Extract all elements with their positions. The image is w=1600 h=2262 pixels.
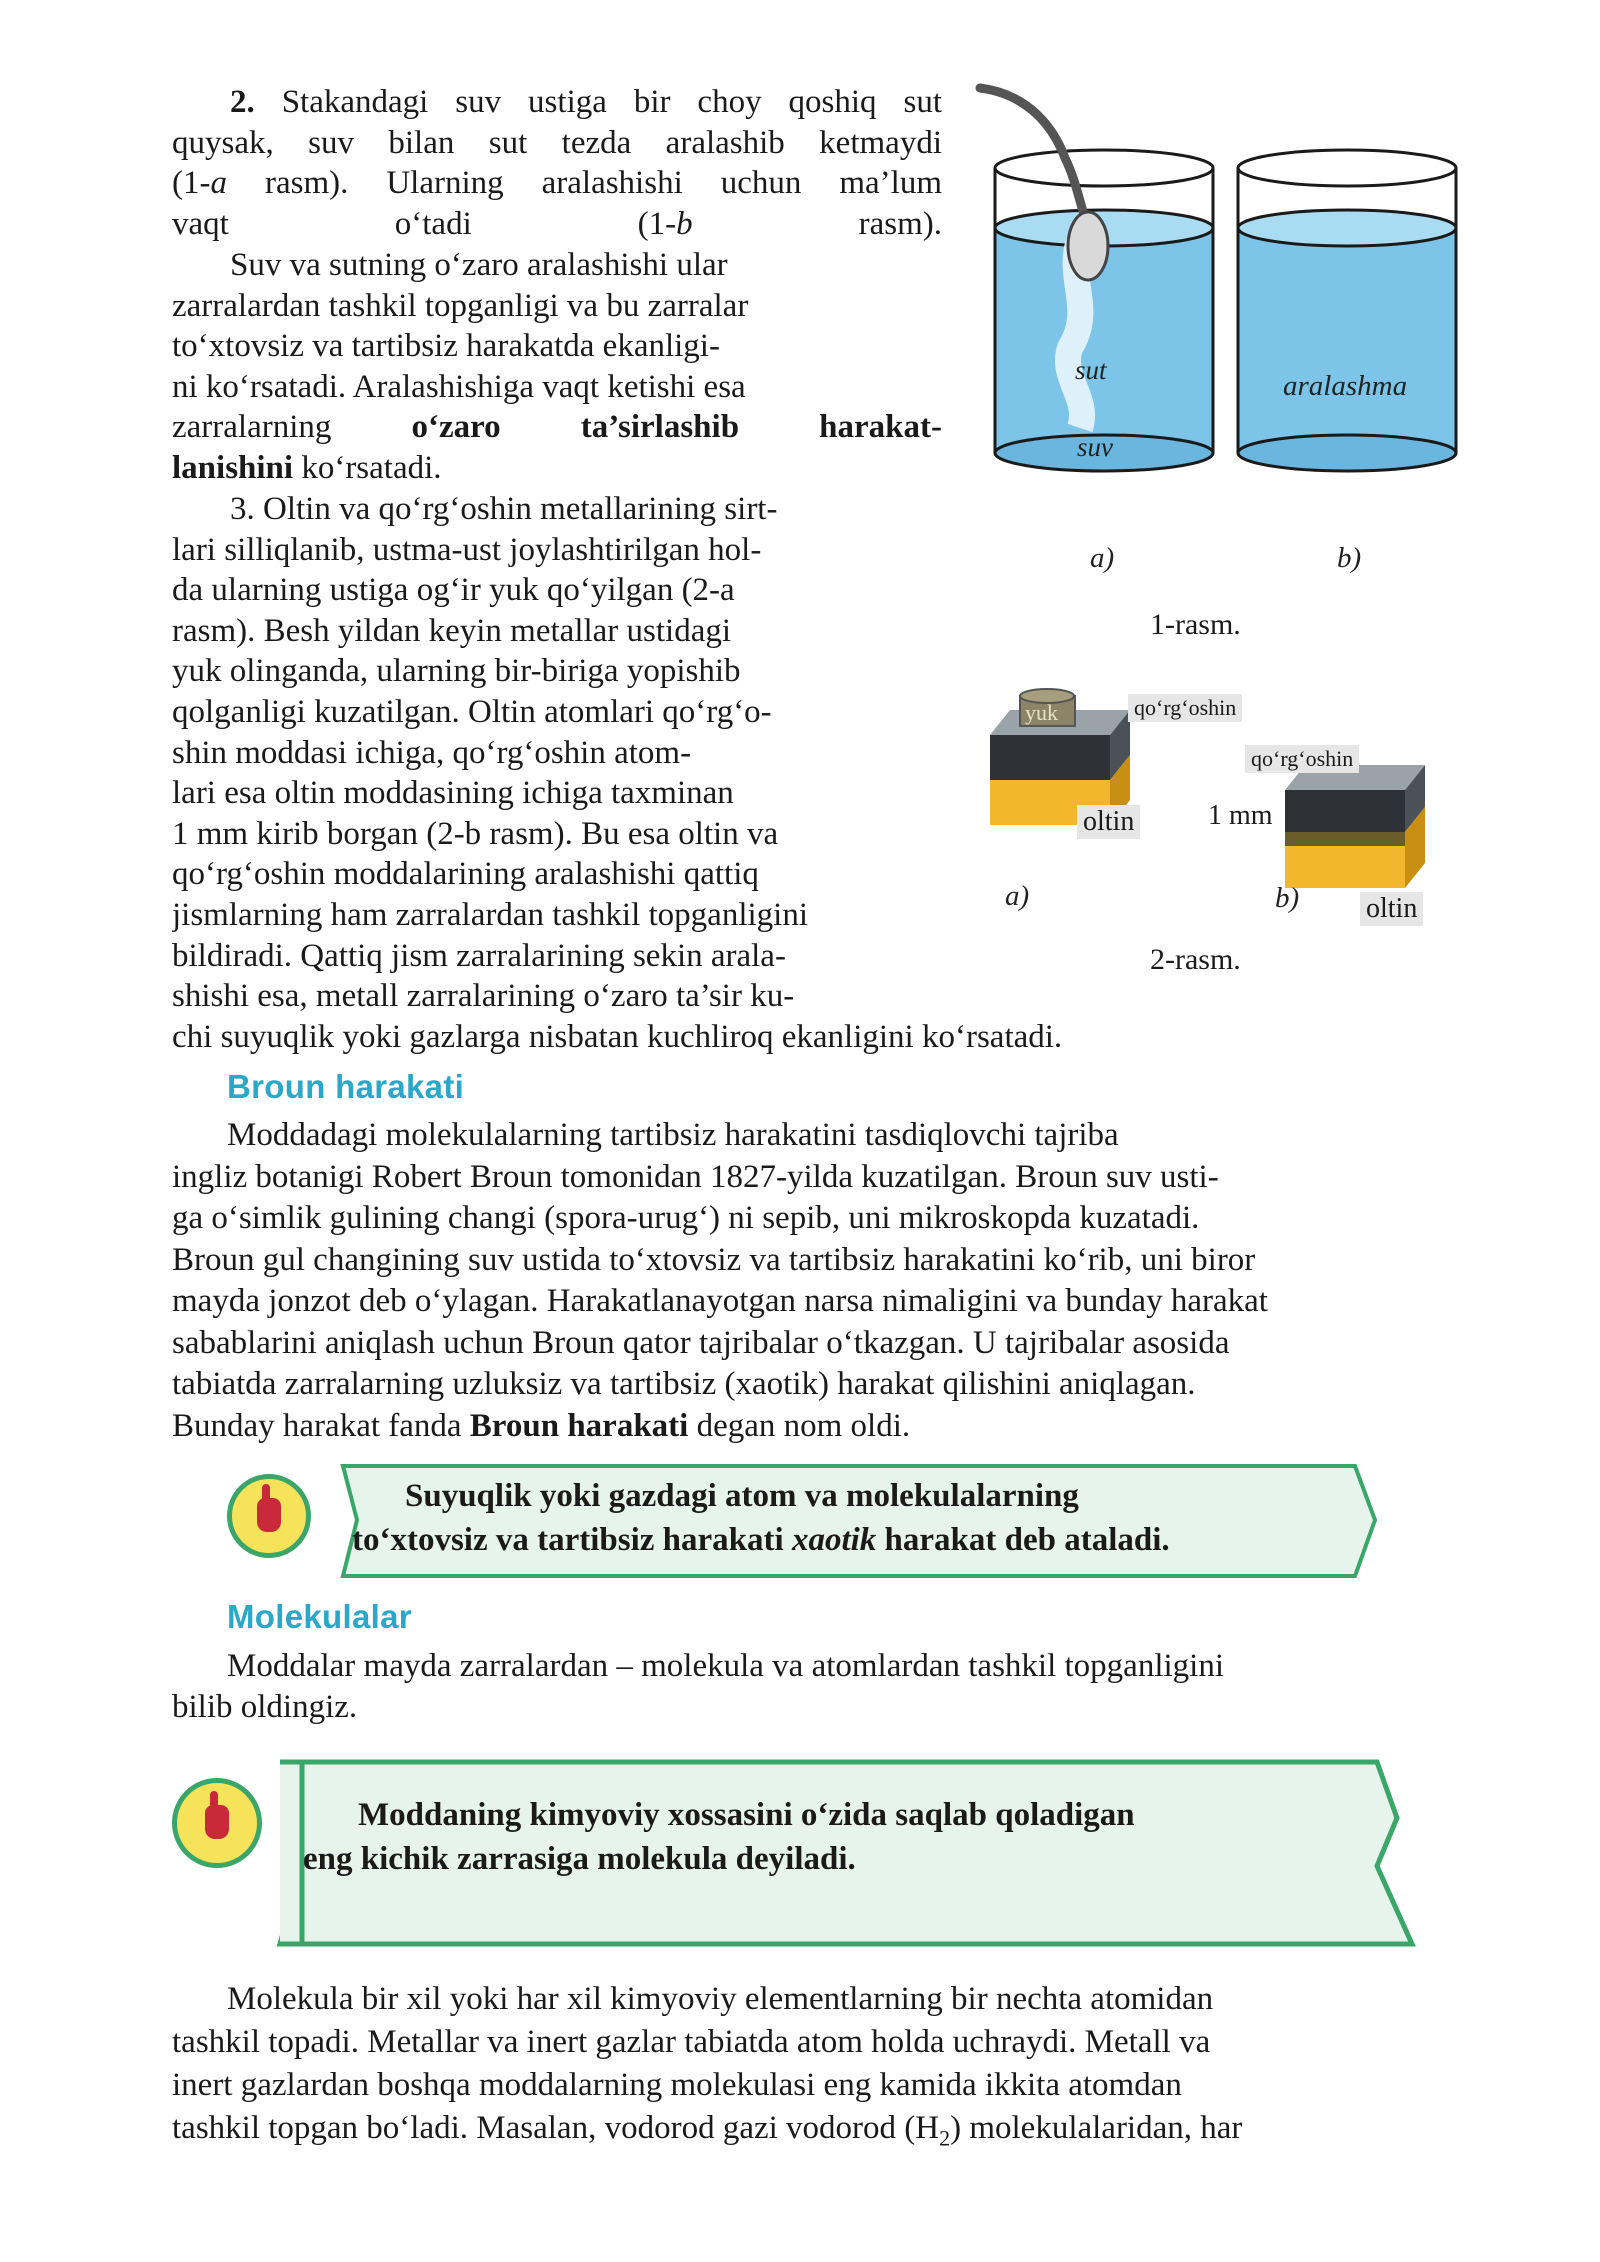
pointing-hand-icon — [172, 1778, 262, 1868]
box1-line1: Suyuqlik yoki gazdagi atom va molekulalarning — [405, 1478, 1079, 1514]
text-line: Broun gul changining suv ustida to‘xtovsiz va tartibsiz harakatini ko‘rib, uni biror — [172, 1241, 1256, 1278]
text-line: qo‘rg‘oshin moddalarining aralashishi qattiq — [172, 856, 759, 893]
text-line: tabiatda zarralarning uzluksiz va tartibsiz (xaotik) harakat qilishini aniqlagan. — [172, 1366, 1196, 1402]
text-line: yuk olinganda, ularning bir-biriga yopishib — [172, 653, 741, 690]
pointing-hand-icon — [227, 1474, 311, 1558]
heading-molekulalar: Molekulalar — [227, 1598, 412, 1635]
label-oltin-a: oltin — [1077, 805, 1140, 839]
paragraph-molekulalar — [172, 1646, 1462, 1727]
text-line: sabablarini aniqlash uchun Broun qator tajribalar o‘tkazgan. U tajribalar asosida — [172, 1324, 1230, 1361]
text-line: tashkil topadi. Metallar va inert gazlar tabiatda atom holda uchraydi. Metall va — [172, 2024, 1211, 2060]
paragraph-broun — [172, 1115, 1462, 1447]
fig2-sub-a: a) — [1005, 880, 1030, 912]
label-yuk: yuk — [1025, 700, 1058, 725]
text-line: 3. Oltin va qo‘rg‘oshin metallarining sirt- — [230, 491, 778, 527]
text-line: Moddadagi molekulalarning tartibsiz harakatini tasdiqlovchi tajriba — [227, 1117, 1119, 1153]
text-line: chi suyuqlik yoki gazlarga nisbatan kuchliroq ekanligini ko‘rsatadi. — [172, 1018, 1063, 1055]
text-line: shin moddasi ichiga, qo‘rg‘oshin atom- — [172, 734, 692, 771]
text-line: Bunday harakat fanda Broun harakati degan nom oldi. — [172, 1407, 911, 1444]
text-line: zarralardan tashkil topganligi va bu zarralar — [172, 287, 749, 324]
label-sut: sut — [1075, 355, 1107, 385]
text-line: da ularning ustiga og‘ir yuk qo‘yilgan (2-a — [172, 572, 735, 609]
fig1-sub-b: b) — [1337, 542, 1362, 574]
text-line: vaqt o‘tadi (1-b rasm). — [172, 205, 942, 242]
text-line: mayda jonzot deb o‘ylagan. Harakatlanayotgan narsa nimaligini va bunday harakat — [172, 1283, 1268, 1319]
label-oltin-b: oltin — [1360, 892, 1423, 926]
spoon-bowl — [1068, 212, 1108, 280]
paragraph-stakan-cont — [172, 123, 942, 245]
text-line: Suv va sutning o‘zaro aralashishi ular — [230, 247, 728, 283]
text-line: lari silliqlanib, ustma-ust joylashtirilgan hol- — [172, 531, 762, 568]
fig2-caption: 2-rasm. — [1150, 943, 1241, 976]
text-line: bildiradi. Qattiq jism zarralarining sekin arala- — [172, 937, 786, 974]
figure-1-glasses — [970, 78, 1490, 598]
text-line: 2. Stakandagi suv ustiga bir choy qoshiq sut — [230, 84, 942, 120]
box2-line2: eng kichik zarrasiga molekula deyiladi. — [303, 1841, 856, 1877]
text-line: rasm). Besh yildan keyin metallar ustidagi — [172, 612, 732, 649]
paragraph-stakan — [172, 82, 942, 123]
text-line: 1 mm kirib borgan (2-b rasm). Bu esa oltin va — [172, 815, 779, 852]
text-line: shishi esa, metall zarralarining o‘zaro ta’sir ku- — [172, 978, 795, 1015]
label-suv: suv — [1077, 432, 1113, 462]
block-b — [1285, 765, 1425, 888]
label-qorgoshin-b: qo‘rg‘oshin — [1245, 745, 1359, 773]
paragraph-oltin — [172, 489, 1063, 1057]
text-line: bilib oldingiz. — [172, 1688, 358, 1725]
label-aralashma: aralashma — [1283, 370, 1408, 402]
text-line: tashkil topgan bo‘ladi. Masalan, vodorod gazi vodorod $(H_2)$ molekulalaridan, har — [172, 2110, 1243, 2150]
box2-line1: Moddaning kimyoviy xossasini o‘zida saqlab qoladigan — [358, 1797, 1135, 1833]
fig2-sub-b: b) — [1275, 882, 1300, 914]
label-1mm: 1 mm — [1208, 800, 1273, 831]
glass-b — [1238, 150, 1456, 471]
text-line: ga o‘simlik gulining changi (spora-urug‘) ni sepib, uni mikroskopda kuzatadi. — [172, 1200, 1200, 1236]
text-line: inert gazlardan boshqa moddalarning molekulasi eng kamida ikkita atomdan — [172, 2067, 1182, 2103]
text-line: Moddalar mayda zarralardan – molekula va atomlardan tashkil topganligini — [227, 1648, 1224, 1684]
paragraph-molekula-tarkibi — [172, 1978, 1462, 2150]
text-line: to‘xtovsiz va tartibsiz harakatda ekanligi- — [172, 328, 720, 365]
glass-a — [995, 150, 1213, 471]
text-line: Molekula bir xil yoki har xil kimyoviy elementlarning bir nechta atomidan — [227, 1981, 1214, 2017]
text-line: ingliz botanigi Robert Broun tomonidan 1827-yilda kuzatilgan. Broun suv usti- — [172, 1158, 1219, 1195]
fig1-caption: 1-rasm. — [1150, 608, 1241, 641]
label-qorgoshin-a: qo‘rg‘oshin — [1128, 694, 1242, 722]
text-line: qolganligi kuzatilgan. Oltin atomlari qo‘rg‘o- — [172, 693, 772, 730]
text-line: lanishini ko‘rsatadi. — [172, 449, 442, 486]
text-line: lari esa oltin moddasining ichiga taxminan — [172, 775, 734, 812]
paragraph-aralashish — [172, 245, 942, 489]
text-line-bold: zarralarning o‘zaro ta’sirlashib harakat- — [172, 409, 942, 446]
text-line: jismlarning ham zarralardan tashkil topganligini — [172, 896, 808, 933]
text-line: ni ko‘rsatadi. Aralashishiga vaqt ketishi esa — [172, 368, 746, 405]
box1-line2: to‘xtovsiz va tartibsiz harakati xaotik harakat deb ataladi. — [352, 1522, 1170, 1558]
fig1-sub-a: a) — [1090, 542, 1115, 574]
text-line: (1-a rasm). Ularning aralashishi uchun ma’lum — [172, 165, 942, 202]
text-line: quysak, suv bilan sut tezda aralashib ketmaydi — [172, 124, 942, 161]
heading-broun: Broun harakati — [227, 1068, 465, 1105]
